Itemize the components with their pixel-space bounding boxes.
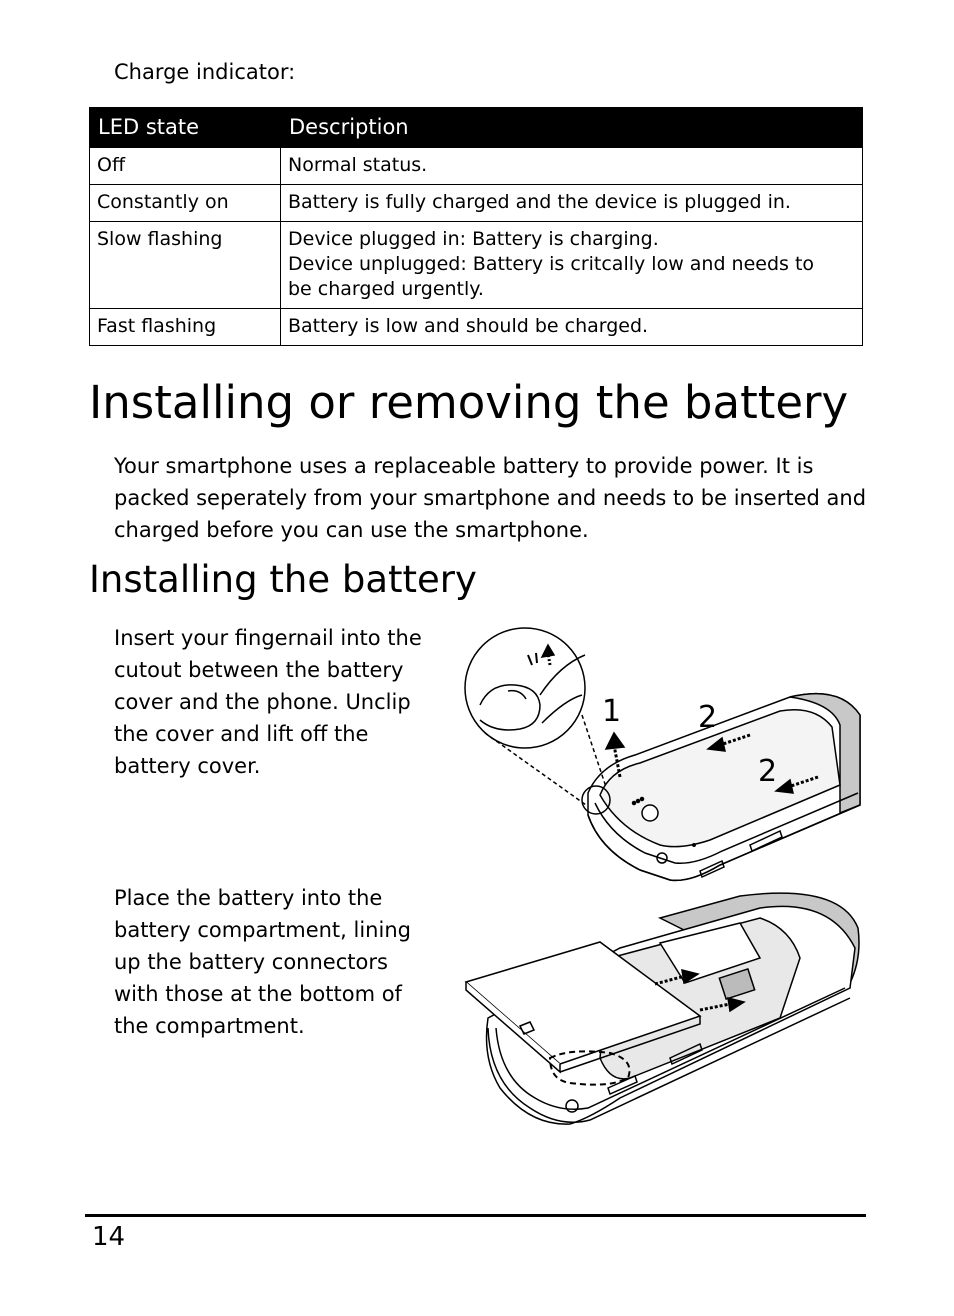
table-row xyxy=(90,222,863,309)
footer-rule xyxy=(85,1214,866,1217)
table-row xyxy=(90,309,863,346)
led-state-cell: Fast flashing xyxy=(90,309,281,346)
table-row xyxy=(90,185,863,222)
page-number: 14 xyxy=(92,1222,126,1252)
step2-text: Place the battery into the battery compartment, lining up the battery connectors with those at the bottom of the compartment. xyxy=(114,886,411,1038)
led-state-table xyxy=(89,107,863,346)
description-cell xyxy=(281,309,863,346)
description-cell xyxy=(281,148,863,185)
led-state-cell: Constantly on xyxy=(90,185,281,222)
column-header-description: Description xyxy=(281,108,863,148)
description-line: Device unplugged: Battery is critcally low and needs to xyxy=(288,253,815,275)
section-intro: Your smartphone uses a replaceable battery to provide power. It is packed seperately from your smartphone and needs to be inserted and charged before you can use the smartphone. xyxy=(114,454,867,542)
description-line: Battery is low and should be charged. xyxy=(288,315,649,337)
column-header-led-state: LED state xyxy=(90,108,281,148)
description-cell xyxy=(281,185,863,222)
description-line: Normal status. xyxy=(288,154,428,176)
charge-indicator-label: Charge indicator: xyxy=(114,60,296,84)
table-header-row xyxy=(90,108,863,148)
led-state-cell: Off xyxy=(90,148,281,185)
battery-insertion-illustration xyxy=(460,888,864,1133)
led-state-cell: Slow flashing xyxy=(90,222,281,309)
figure-label-2b: 2 xyxy=(758,754,778,789)
description-line: Battery is fully charged and the device is plugged in. xyxy=(288,191,791,213)
figure-label-2a: 2 xyxy=(698,700,718,735)
step1-text: Insert your fingernail into the cutout between the battery cover and the phone. Unclip the cover and lift off the battery cover. xyxy=(114,626,422,778)
section-title: Installing or removing the battery xyxy=(89,376,849,429)
description-line: Device plugged in: Battery is charging. xyxy=(288,228,659,250)
figure-label-1: 1 xyxy=(602,694,622,729)
description-cell xyxy=(281,222,863,309)
table-row xyxy=(90,148,863,185)
description-line: be charged urgently. xyxy=(288,278,484,300)
subsection-title: Installing the battery xyxy=(89,558,477,601)
battery-cover-removal-illustration xyxy=(460,625,864,893)
